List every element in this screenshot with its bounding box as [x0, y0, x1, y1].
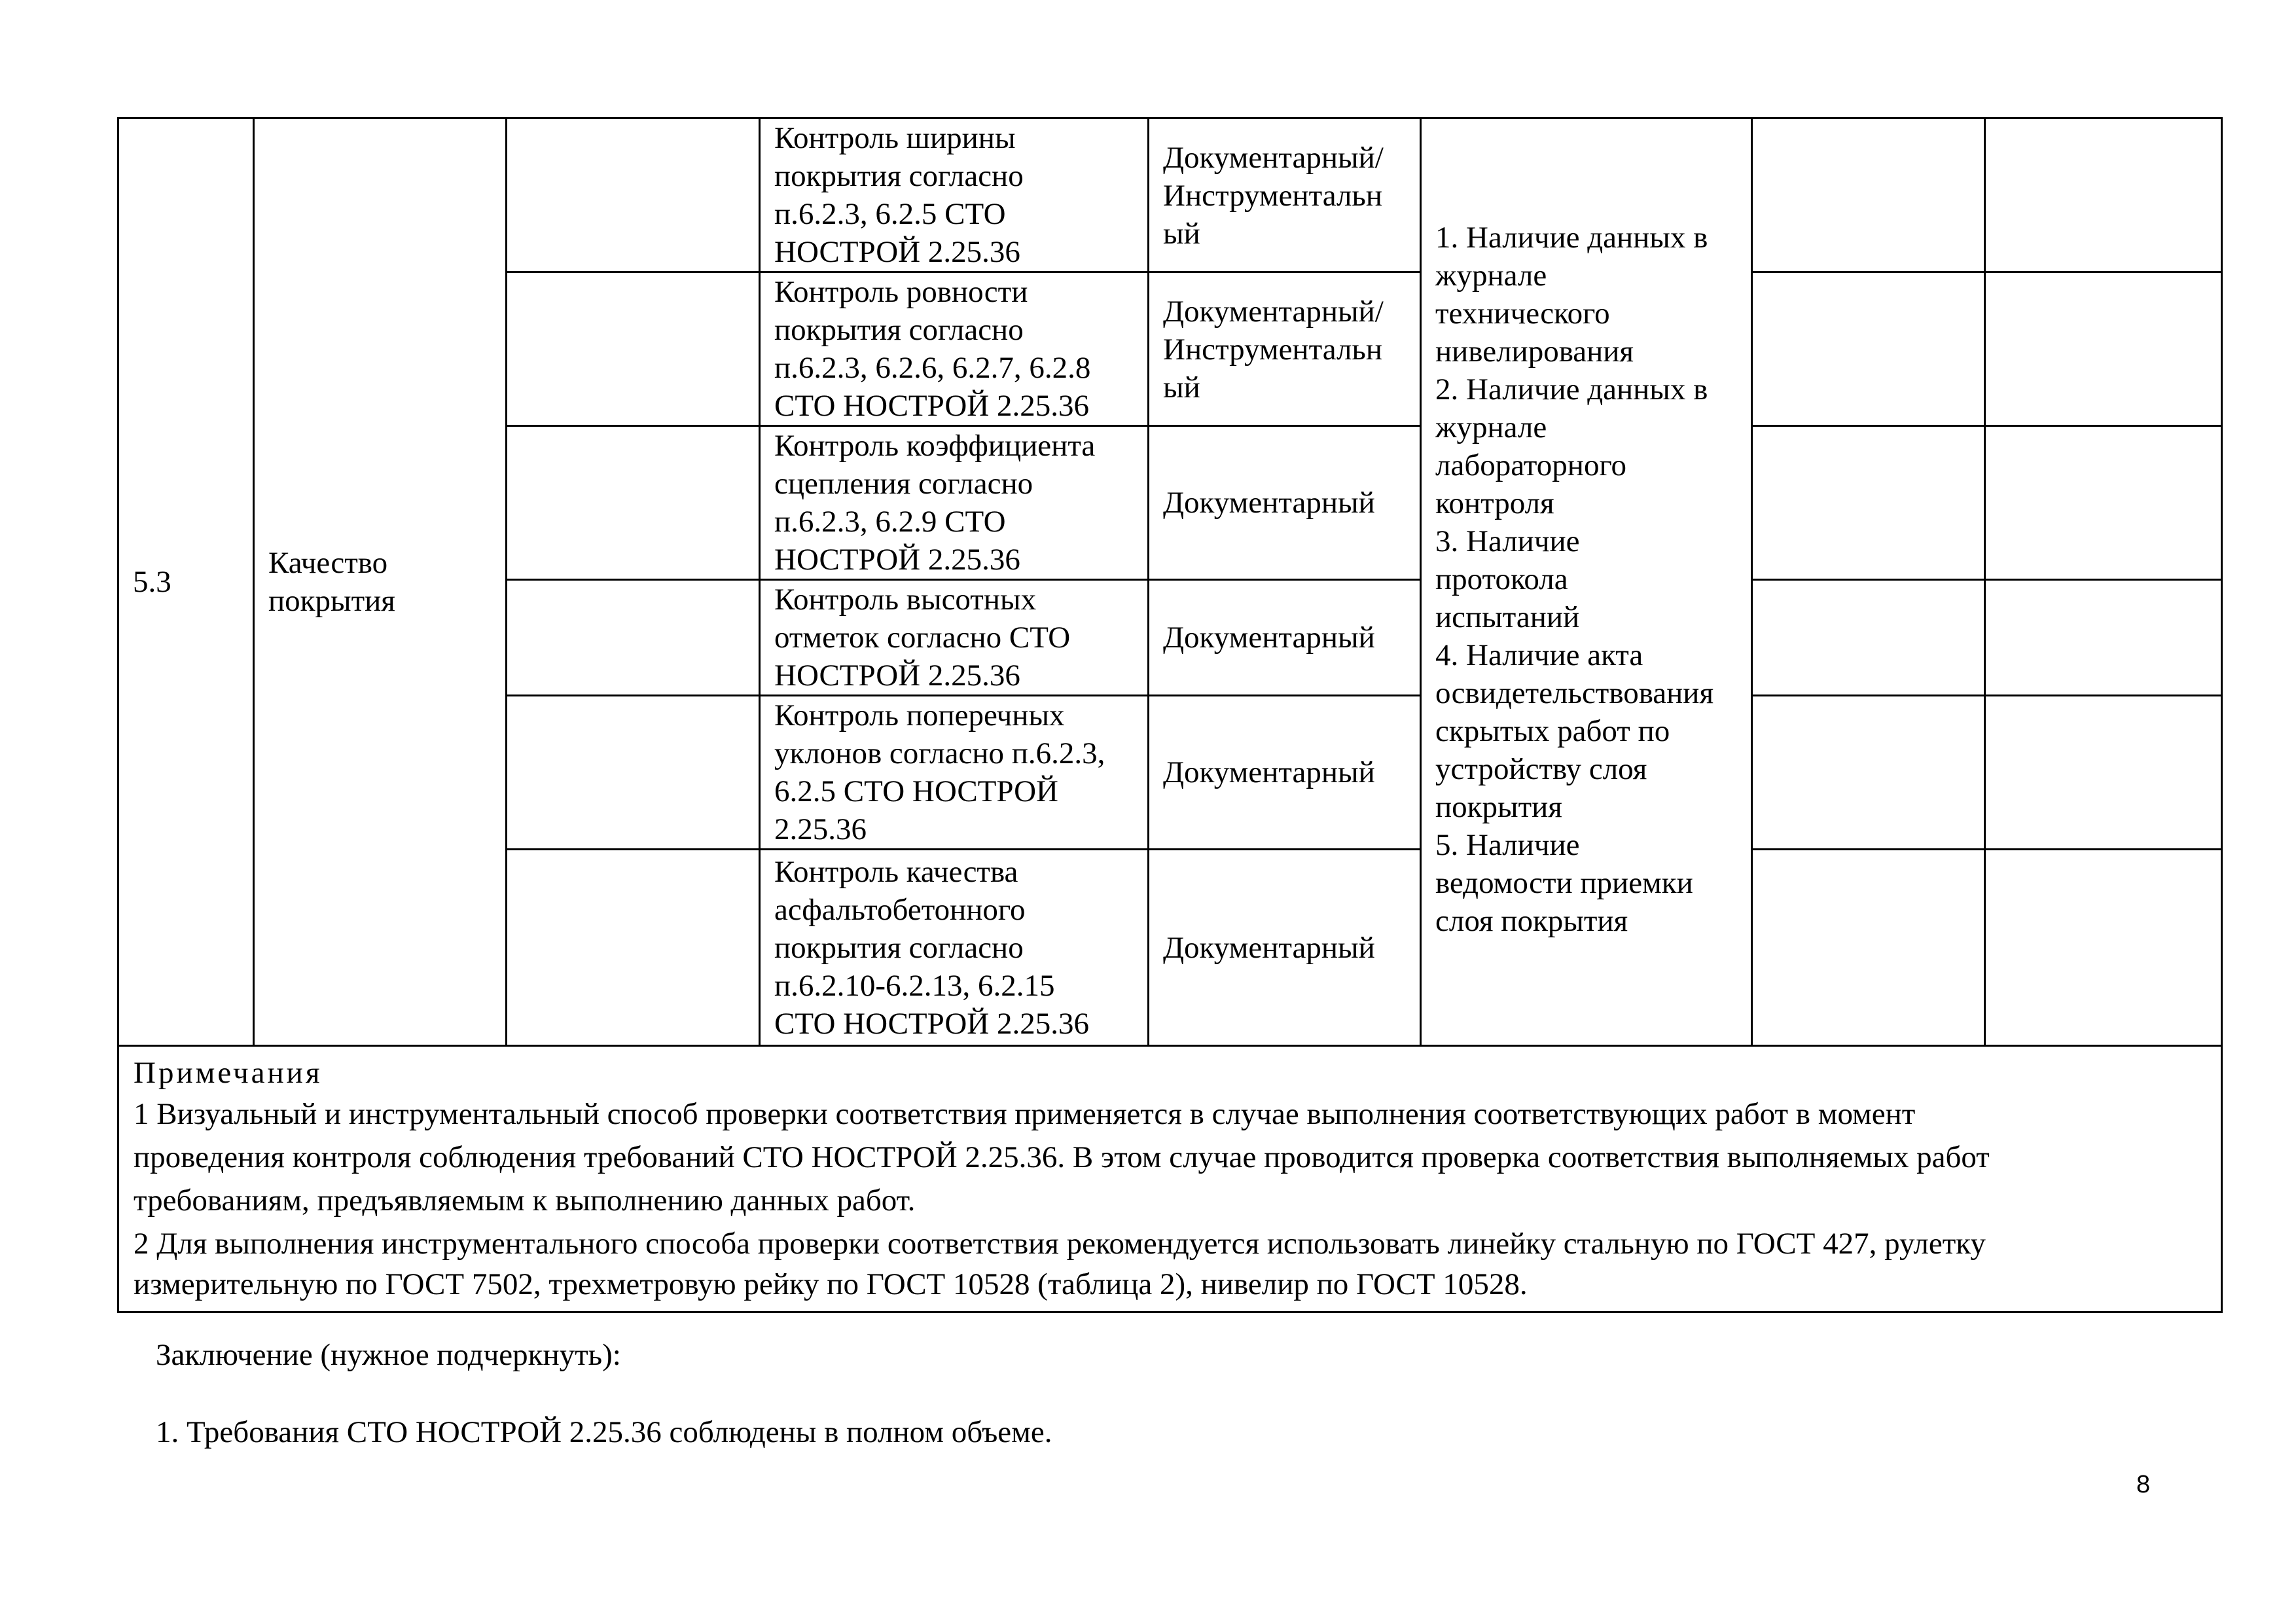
- blank-cell: [507, 850, 760, 1046]
- documents-cell: 1. Наличие данных в журнале технического нивелирования 2. Наличие данных в журнале лабораторного контроля 3. Наличие протокола испытаний 4. Наличие акта освидетельствования скрытых работ по устройству слоя покрытия 5. Наличие ведомости приемки слоя покрытия: [1421, 118, 1752, 1046]
- blank-cell: [507, 426, 760, 580]
- blank-cell: [1985, 696, 2222, 850]
- method-cell: Документарный: [1149, 696, 1421, 850]
- note-1-line-2: проведения контроля соблюдения требований СТО НОСТРОЙ 2.25.36. В этом случае проводится проверка соответствия выполняемых работ: [134, 1140, 1990, 1174]
- note-1-line-3: требованиям, предъявляемым к выполнению данных работ.: [134, 1183, 916, 1218]
- control-cell: Контроль высотных отметок согласно СТО НОСТРОЙ 2.25.36: [760, 580, 1149, 696]
- method-cell: Документарный: [1149, 426, 1421, 580]
- row-number-cell: 5.3: [118, 118, 254, 1046]
- blank-cell: [507, 272, 760, 426]
- control-cell: Контроль ровности покрытия согласно п.6.2.3, 6.2.6, 6.2.7, 6.2.8 СТО НОСТРОЙ 2.25.36: [760, 272, 1149, 426]
- blank-cell: [1985, 850, 2222, 1046]
- table-row: [118, 118, 2222, 272]
- blank-cell: [1752, 118, 1985, 272]
- method-cell: Документарный: [1149, 850, 1421, 1046]
- method-cell: Документарный/ Инструментальн ый: [1149, 118, 1421, 272]
- method-cell: Документарный/ Инструментальн ый: [1149, 272, 1421, 426]
- category-cell: Качество покрытия: [254, 118, 507, 1046]
- blank-cell: [1985, 426, 2222, 580]
- control-cell: Контроль качества асфальтобетонного покрытия согласно п.6.2.10-6.2.13, 6.2.15 СТО НОСТРОЙ 2.25.36: [760, 850, 1149, 1046]
- control-cell: Контроль поперечных уклонов согласно п.6.2.3, 6.2.5 СТО НОСТРОЙ 2.25.36: [760, 696, 1149, 850]
- notes-title: Примечания: [134, 1056, 323, 1090]
- conclusion-item-1: 1. Требования СТО НОСТРОЙ 2.25.36 соблюдены в полном объеме.: [156, 1415, 1052, 1449]
- control-cell: Контроль коэффициента сцепления согласно п.6.2.3, 6.2.9 СТО НОСТРОЙ 2.25.36: [760, 426, 1149, 580]
- blank-cell: [1752, 696, 1985, 850]
- note-2-line-1: 2 Для выполнения инструментального способа проверки соответствия рекомендуется использовать линейку стальную по ГОСТ 427, рулетку: [134, 1227, 1986, 1261]
- note-1-line-1: 1 Визуальный и инструментальный способ проверки соответствия применяется в случае выполнения соответствующих работ в момент: [134, 1097, 1916, 1131]
- notes-cell: [118, 1046, 2222, 1312]
- blank-cell: [507, 118, 760, 272]
- method-cell: Документарный: [1149, 580, 1421, 696]
- blank-cell: [1752, 580, 1985, 696]
- blank-cell: [1752, 850, 1985, 1046]
- note-2-line-2: измерительную по ГОСТ 7502, трехметровую рейку по ГОСТ 10528 (таблица 2), нивелир по ГОСТ 10528.: [134, 1267, 1528, 1301]
- blank-cell: [1985, 118, 2222, 272]
- conclusion-label: Заключение (нужное подчеркнуть):: [156, 1338, 621, 1372]
- blank-cell: [1985, 272, 2222, 426]
- blank-cell: [507, 696, 760, 850]
- blank-cell: [1752, 272, 1985, 426]
- inspection-table: [117, 117, 2223, 1313]
- blank-cell: [507, 580, 760, 696]
- blank-cell: [1985, 580, 2222, 696]
- notes-row: [118, 1046, 2222, 1312]
- page-number: 8: [2136, 1471, 2151, 1498]
- control-cell: Контроль ширины покрытия согласно п.6.2.3, 6.2.5 СТО НОСТРОЙ 2.25.36: [760, 118, 1149, 272]
- blank-cell: [1752, 426, 1985, 580]
